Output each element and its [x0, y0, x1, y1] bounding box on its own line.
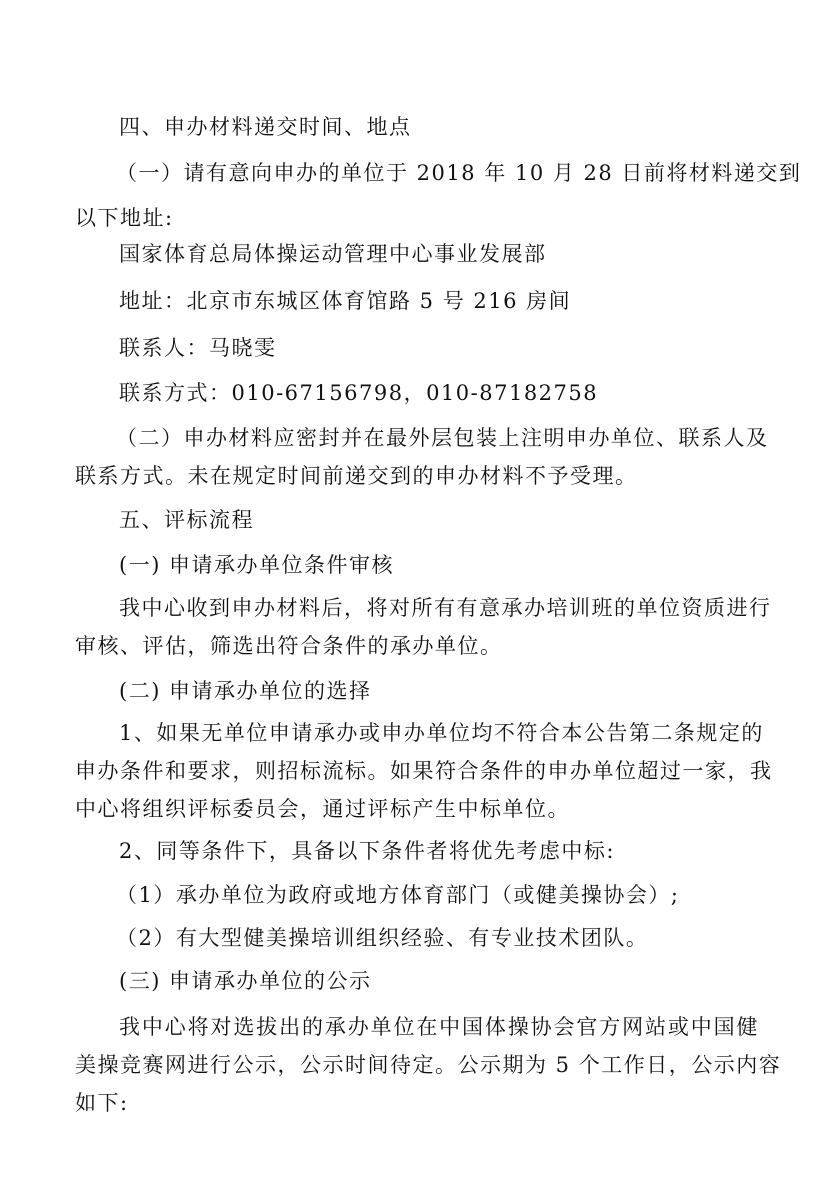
paragraph-line: 联系方式。未在规定时间前递交到的申办材料不予受理。 [75, 464, 638, 488]
paragraph-line: 联系人：马晓雯 [119, 336, 277, 360]
subheading: (二) 申请承办单位的选择 [119, 679, 372, 703]
paragraph-line: 联系方式：010-67156798，010-87182758 [119, 381, 599, 405]
paragraph-line: 申办条件和要求，则招标流标。如果符合条件的申办单位超过一家，我 [75, 759, 773, 783]
paragraph-line: 1、如果无单位申请承办或申办单位均不符合本公告第二条规定的 [119, 721, 764, 745]
paragraph-line: 审核、评估，筛选出符合条件的承办单位。 [75, 634, 503, 658]
section-heading-5: 五、评标流程 [119, 508, 254, 532]
subheading: (三) 申请承办单位的公示 [119, 969, 372, 993]
paragraph-line: 以下地址: [75, 206, 174, 230]
paragraph-line: 我中心将对选拔出的承办单位在中国体操协会官方网站或中国健 [119, 1015, 759, 1039]
subheading: (一) 申请承办单位条件审核 [119, 553, 395, 577]
paragraph-line: （二）申办材料应密封并在最外层包装上注明申办单位、联系人及 [116, 426, 769, 450]
list-item: （2）有大型健美操培训组织经验、有专业技术团队。 [116, 926, 649, 950]
paragraph-line: （一）请有意向申办的单位于 2018 年 10 月 28 日前将材料递交到 [116, 161, 802, 185]
paragraph-line: 2、同等条件下，具备以下条件者将优先考虑中标: [119, 839, 615, 863]
paragraph-line: 如下: [75, 1091, 129, 1115]
paragraph-line: 我中心收到申办材料后，将对所有有意承办培训班的单位资质进行 [119, 596, 772, 620]
section-heading-4: 四、申办材料递交时间、地点 [119, 115, 412, 139]
list-item: （1）承办单位为政府或地方体育部门（或健美操协会）; [116, 883, 680, 907]
paragraph-line: 国家体育总局体操运动管理中心事业发展部 [119, 242, 547, 266]
paragraph-line: 美操竞赛网进行公示，公示时间待定。公示期为 5 个工作日，公示内容 [75, 1053, 782, 1077]
paragraph-line: 地址：北京市东城区体育馆路 5 号 216 房间 [119, 289, 572, 313]
paragraph-line: 中心将组织评标委员会，通过评标产生中标单位。 [75, 797, 570, 821]
